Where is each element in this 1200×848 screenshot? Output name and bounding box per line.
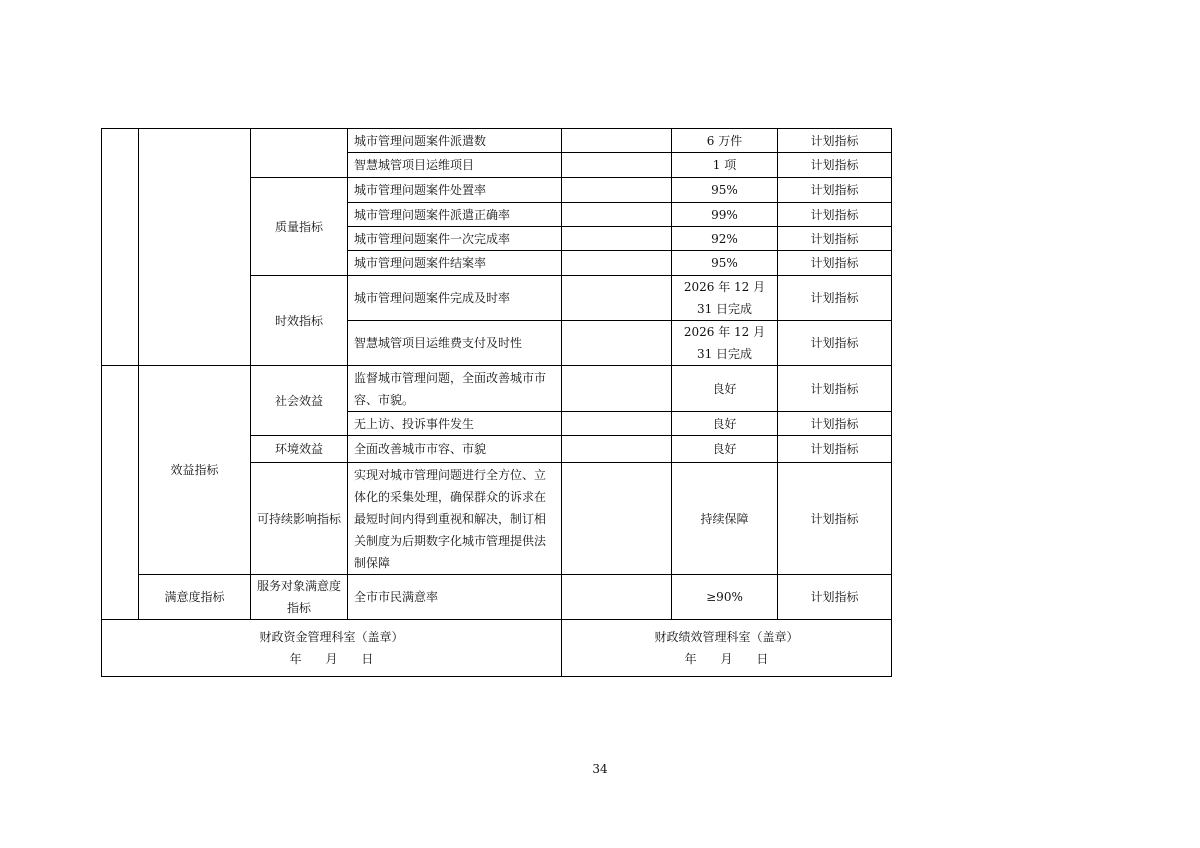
quality-label: 质量指标	[251, 178, 348, 276]
month-label: 月	[325, 652, 338, 666]
metric-cell: 无上访、投诉事件发生	[348, 412, 562, 436]
metric-cell: 城市管理问题案件派遣数	[348, 129, 562, 153]
satisfaction-sub-label: 服务对象满意度指标	[251, 575, 348, 620]
value-cell: 2026 年 12 月 31 日完成	[672, 321, 778, 366]
day-label: 日	[756, 652, 769, 666]
metric-cell: 城市管理问题案件派遣正确率	[348, 203, 562, 227]
fund-office-signature	[102, 620, 562, 677]
blank-cell	[562, 321, 672, 366]
value-cell: 持续保障	[672, 463, 778, 575]
metric-cell: 全面改善城市市容、市貌	[348, 436, 562, 463]
blank-cell	[562, 575, 672, 620]
metric-cell: 城市管理问题案件一次完成率	[348, 227, 562, 251]
blank-cell	[562, 412, 672, 436]
type-cell: 计划指标	[778, 436, 892, 463]
type-cell: 计划指标	[778, 203, 892, 227]
sustainable-impact-label: 可持续影响指标	[251, 463, 348, 575]
signature-row	[102, 620, 892, 677]
metric-cell: 监督城市管理问题，全面改善城市市容、市貌。	[348, 366, 562, 412]
type-cell: 计划指标	[778, 463, 892, 575]
value-cell: 2026 年 12 月 31 日完成	[672, 276, 778, 321]
value-cell: 95%	[672, 178, 778, 203]
month-label: 月	[720, 652, 733, 666]
value-cell: ≥90%	[672, 575, 778, 620]
type-cell: 计划指标	[778, 129, 892, 153]
environment-benefit-label: 环境效益	[251, 436, 348, 463]
social-benefit-label: 社会效益	[251, 366, 348, 436]
blank-cell	[562, 251, 672, 276]
metric-cell: 实现对城市管理问题进行全方位、立体化的采集处理，确保群众的诉求在最短时间内得到重视和解决，制订相关制度为后期数字化城市管理提供法制保障	[348, 463, 562, 575]
blank-cell	[562, 203, 672, 227]
table-row	[102, 129, 892, 153]
metric-cell: 城市管理问题案件完成及时率	[348, 276, 562, 321]
page-number: 34	[592, 762, 608, 776]
metric-cell: 城市管理问题案件处置率	[348, 178, 562, 203]
blank-cell	[102, 129, 139, 366]
signature-date	[106, 648, 557, 670]
blank-cell	[251, 129, 348, 178]
benefit-label: 效益指标	[139, 366, 251, 575]
table-row	[102, 366, 892, 412]
type-cell: 计划指标	[778, 178, 892, 203]
year-label: 年	[684, 652, 697, 666]
year-label: 年	[289, 652, 302, 666]
blank-cell	[562, 366, 672, 412]
type-cell: 计划指标	[778, 366, 892, 412]
metric-cell: 城市管理问题案件结案率	[348, 251, 562, 276]
blank-cell	[562, 463, 672, 575]
value-cell: 99%	[672, 203, 778, 227]
performance-office-label: 财政绩效管理科室（盖章）	[654, 630, 799, 644]
value-cell: 6 万件	[672, 129, 778, 153]
day-label: 日	[361, 652, 374, 666]
value-cell: 92%	[672, 227, 778, 251]
performance-indicator-table	[101, 128, 892, 677]
type-cell: 计划指标	[778, 321, 892, 366]
blank-cell	[562, 129, 672, 153]
timeliness-label: 时效指标	[251, 276, 348, 366]
blank-cell	[102, 366, 139, 620]
value-cell: 良好	[672, 436, 778, 463]
fund-office-label: 财政资金管理科室（盖章）	[259, 630, 404, 644]
blank-cell	[562, 153, 672, 178]
value-cell: 良好	[672, 412, 778, 436]
type-cell: 计划指标	[778, 412, 892, 436]
table-row	[102, 575, 892, 620]
satisfaction-label: 满意度指标	[139, 575, 251, 620]
metric-cell: 智慧城管项目运维费支付及时性	[348, 321, 562, 366]
blank-cell	[562, 227, 672, 251]
metric-cell: 智慧城管项目运维项目	[348, 153, 562, 178]
type-cell: 计划指标	[778, 251, 892, 276]
type-cell: 计划指标	[778, 575, 892, 620]
blank-cell	[562, 178, 672, 203]
performance-office-signature	[562, 620, 892, 677]
blank-cell	[562, 276, 672, 321]
value-cell: 95%	[672, 251, 778, 276]
value-cell: 良好	[672, 366, 778, 412]
type-cell: 计划指标	[778, 276, 892, 321]
blank-cell	[139, 129, 251, 366]
blank-cell	[562, 436, 672, 463]
signature-date	[566, 648, 887, 670]
metric-cell: 全市市民满意率	[348, 575, 562, 620]
type-cell: 计划指标	[778, 227, 892, 251]
type-cell: 计划指标	[778, 153, 892, 178]
value-cell: 1 项	[672, 153, 778, 178]
